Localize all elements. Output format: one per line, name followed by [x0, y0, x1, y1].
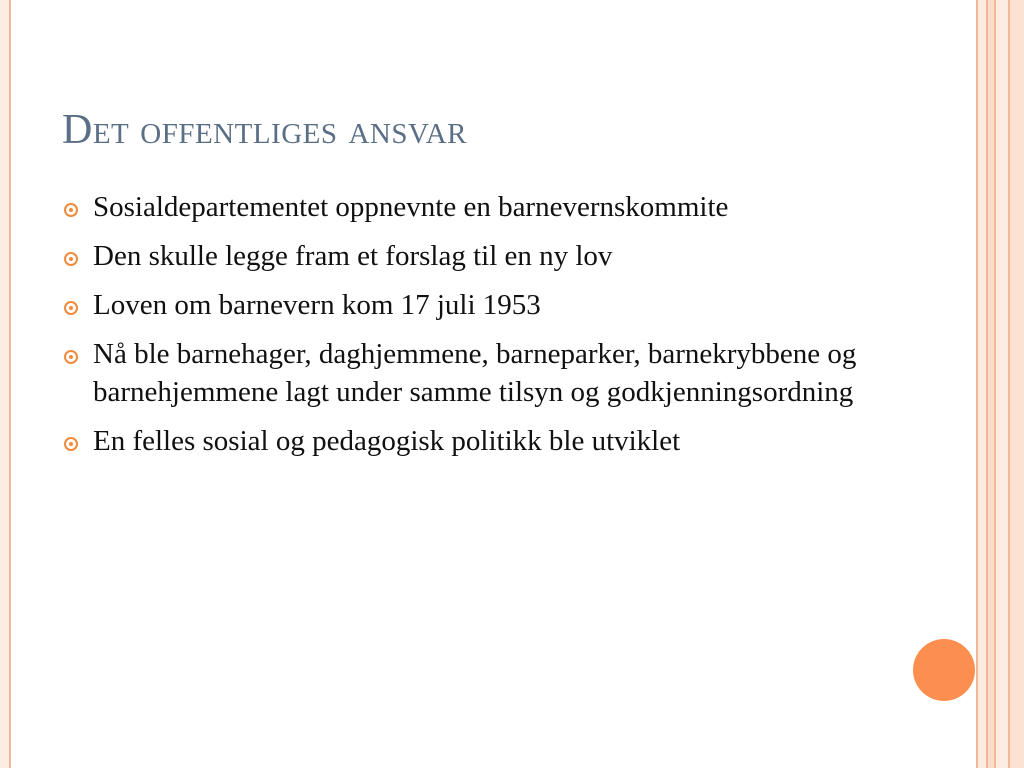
bullet-item: [64, 422, 924, 460]
slide-title: Det offentliges ansvar: [62, 107, 467, 153]
bullet-text: Loven om barnevern kom 17 juli 1953: [93, 289, 541, 321]
bullet-item: [64, 286, 924, 324]
ring-bullet-icon: [64, 350, 78, 364]
left-border-strip: [0, 0, 9, 768]
bullet-text: Nå ble barnehager, daghjemmene, barneparker, barnekrybbene og barnehjemmene lagt under samme tilsyn og godkjenningsordning: [93, 338, 857, 408]
bullet-item: [64, 237, 924, 275]
bullet-item: [64, 188, 924, 226]
ring-bullet-icon: [64, 252, 78, 266]
decorative-orange-circle: [913, 639, 975, 701]
bullet-text: Sosialdepartementet oppnevnte en barnevernskommite: [93, 191, 729, 223]
ring-bullet-icon: [64, 203, 78, 217]
bullet-text: Den skulle legge fram et forslag til en ny lov: [93, 240, 613, 272]
ring-bullet-icon: [64, 301, 78, 315]
bullet-list: [64, 188, 924, 471]
right-border-stripe: [996, 0, 1008, 768]
left-border-line: [9, 0, 11, 768]
bullet-item: [64, 335, 924, 411]
ring-bullet-icon: [64, 437, 78, 451]
right-border-stripe: [1010, 0, 1024, 768]
bullet-text: En felles sosial og pedagogisk politikk ble utviklet: [93, 425, 681, 457]
right-border-stripe: [978, 0, 986, 768]
